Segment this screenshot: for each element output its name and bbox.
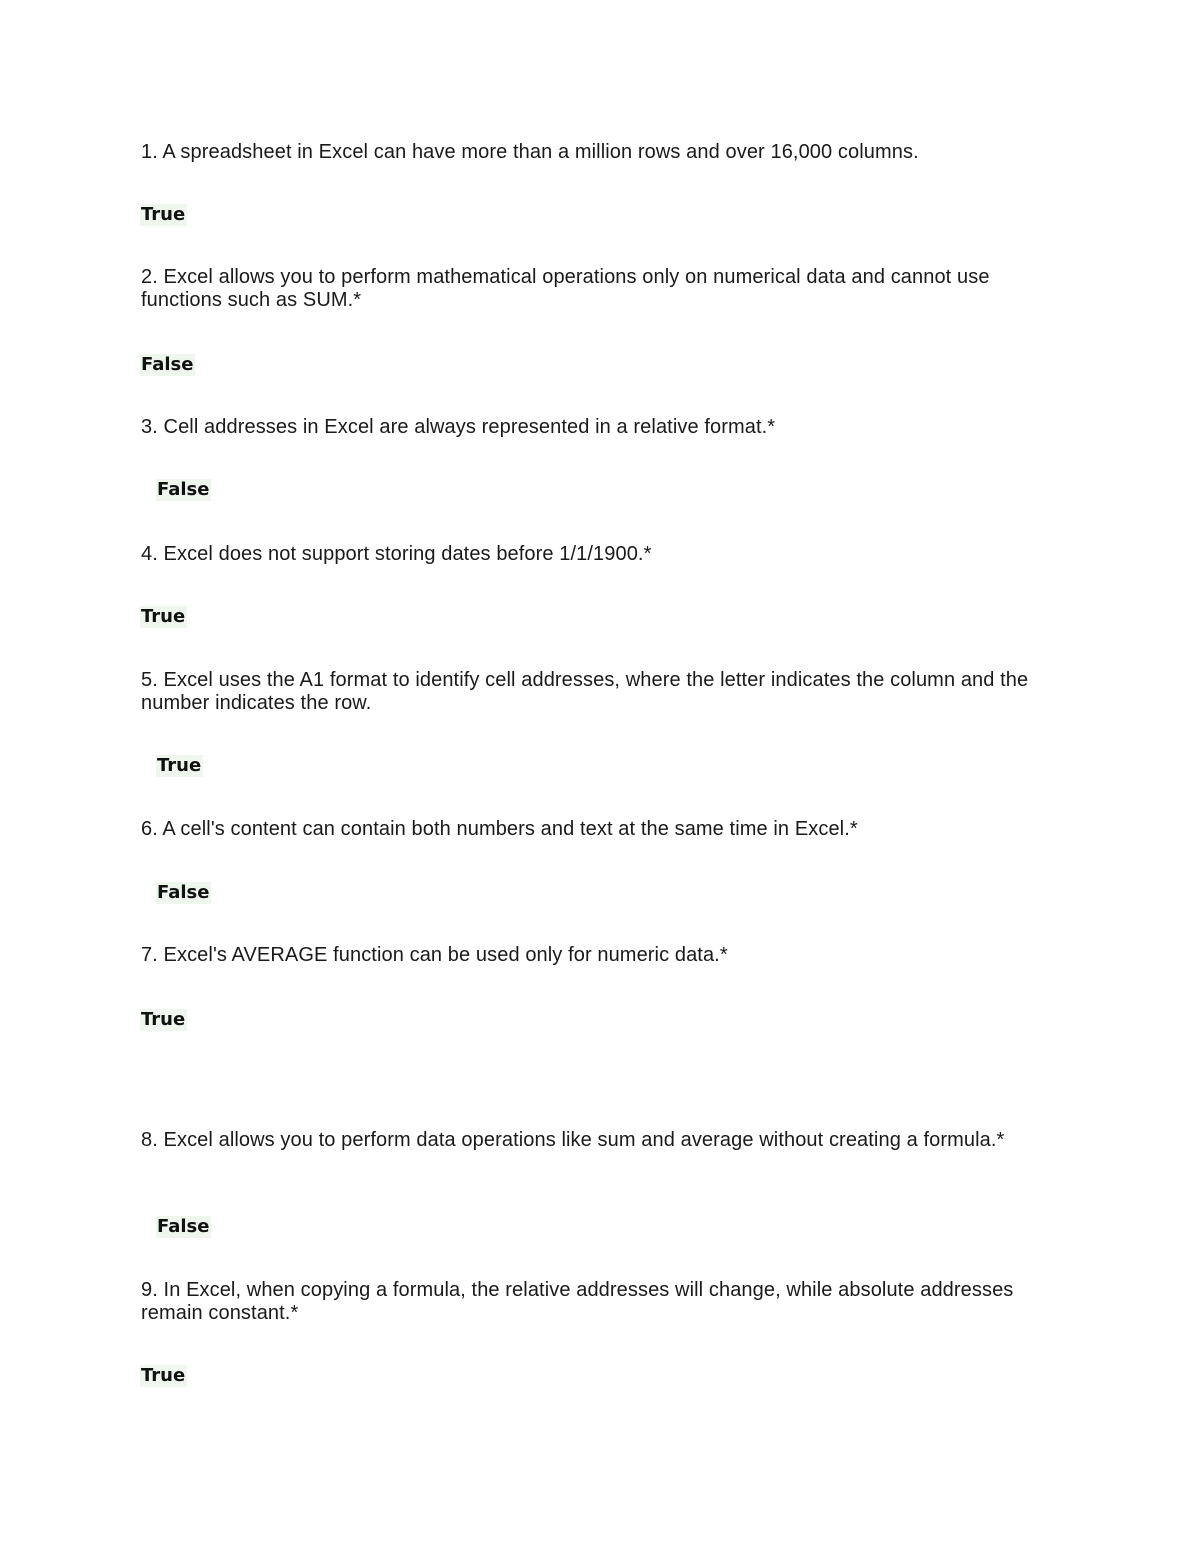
- answer-8: False: [157, 1216, 210, 1237]
- question-9: 9. In Excel, when copying a formula, the relative addresses will change, while absolute addresses remain constant.*: [141, 1279, 1014, 1324]
- question-2: 2. Excel allows you to perform mathematical operations only on numerical data and cannot use functions such as SUM.*: [141, 266, 990, 311]
- answer-4: True: [141, 606, 186, 627]
- answer-6: False: [157, 882, 210, 903]
- answer-7: True: [141, 1009, 186, 1030]
- question-1: 1. A spreadsheet in Excel can have more than a million rows and over 16,000 columns.: [141, 141, 919, 163]
- answer-2: False: [141, 354, 194, 375]
- answer-9: True: [141, 1365, 186, 1386]
- answer-1: True: [141, 204, 186, 225]
- question-3: 3. Cell addresses in Excel are always represented in a relative format.*: [141, 416, 776, 438]
- question-4: 4. Excel does not support storing dates before 1/1/1900.*: [141, 543, 652, 565]
- answer-5: True: [157, 755, 202, 776]
- question-8: 8. Excel allows you to perform data operations like sum and average without creating a formula.*: [141, 1129, 1005, 1151]
- answer-3: False: [157, 479, 210, 500]
- question-6: 6. A cell's content can contain both numbers and text at the same time in Excel.*: [141, 818, 858, 840]
- question-5: 5. Excel uses the A1 format to identify cell addresses, where the letter indicates the column and the number indicates the row.: [141, 669, 1029, 714]
- question-7: 7. Excel's AVERAGE function can be used only for numeric data.*: [141, 944, 728, 966]
